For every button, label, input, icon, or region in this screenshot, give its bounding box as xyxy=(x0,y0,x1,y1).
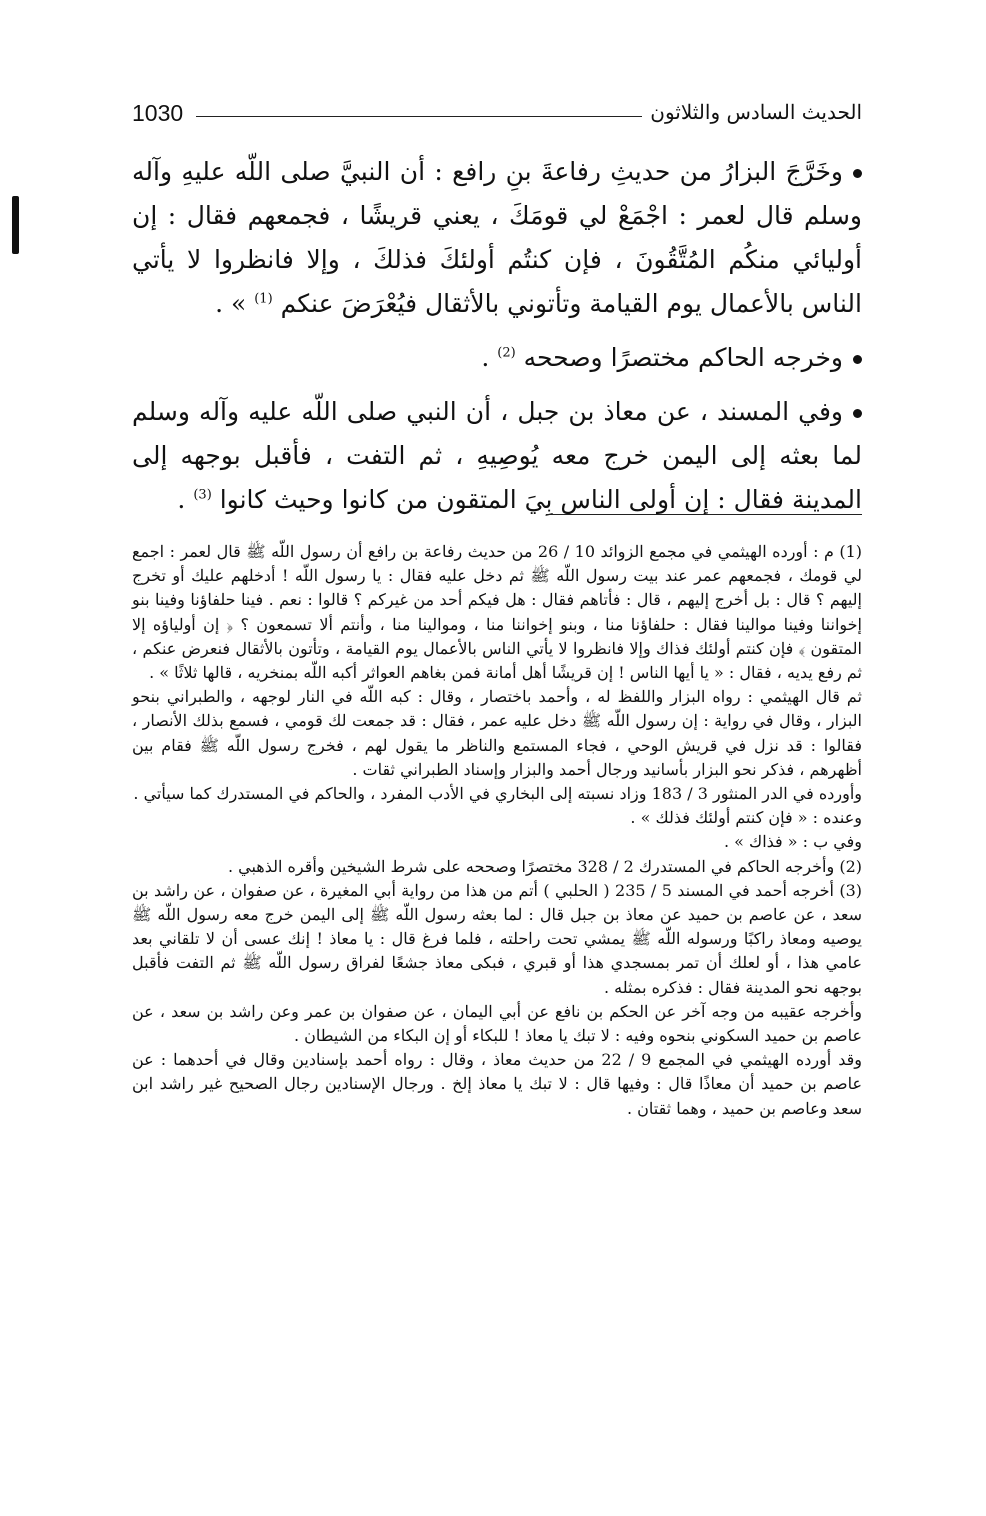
footnote-paragraph: وأورده في الدر المنثور 3 / 183 وزاد نسبته إلى البخاري في الأدب المفرد ، والحاكم في المستدرك كما سيأتي . xyxy=(133,784,862,804)
main-paragraph xyxy=(132,150,862,326)
page-number: 1030 xyxy=(132,100,184,126)
footnote-paragraph: (3) أخرجه أحمد في المسند 5 / 235 ( الحلبي ) أتم من هذا من رواية أبي المغيرة ، عن صفوان ، عن راشد بن سعد ، عن عاصم بن حميد عن معاذ بن جبل قال : لما بعثه رسول اللّه ﷺ إلى اليمن خرج معه رسول اللّه ﷺ يوصيه ومعاذ راكبًا ورسوله اللّه ﷺ يمشي تحت راحلته ، فلما فرغ قال : يا معاذ ! إنك عسى أن لا تلقاني بعد عامي هذا ، أو لعلك أن تمر بمسجدي هذا أو قبري ، فبكى معاذ جشعًا لفراق رسول اللّه ﷺ ثم التفت فأقبل بوجهه نحو المدينة فقال : فذكره بمثله . xyxy=(132,880,863,997)
header-rule xyxy=(196,116,642,117)
footnote-paragraph: وأخرجه عقيبه من وجه آخر عن الحكم بن نافع عن أبي اليمان ، عن صفوان بن عمر وعن راشد بن سعد ، عن عاصم بن حميد السكوني بنحوه وفيه : لا تبك يا معاذ ! للبكاء أو إن البكاء من الشيطان . xyxy=(132,1001,862,1046)
bullet-icon xyxy=(853,355,862,364)
main-paragraph xyxy=(132,336,862,380)
page-header xyxy=(132,96,862,136)
paragraph-text: وخرجه الحاكم مختصرًا وصححه xyxy=(523,343,843,372)
paragraph-text: وخَرَّجَ البزارُ من حديثِ رفاعةَ بنِ رافع : أن النبيَّ صلى اللّه عليهِ وآله وسلم قال لعمر : اجْمَعْ لي قومَكَ ، يعني قريشًا ، فجمعهم فقال : إن أوليائي منكُم المُتَّقُونَ ، فإن كنتُم أولئكَ فذلكَ ، وإلا فانظروا لا يأتي الناس بالأعمال يوم القيامة وتأتوني بالأثقال فيُعْرَضَ عنكم xyxy=(132,157,862,318)
footnote-ref: (1) xyxy=(254,291,273,307)
margin-mark xyxy=(12,196,19,254)
footnote-paragraph: (2) وأخرجه الحاكم في المستدرك 2 / 328 مختصرًا وصححه على شرط الشيخين وأقره الذهبي . xyxy=(227,856,862,876)
footnote-rule xyxy=(546,514,862,515)
paragraph-end: . xyxy=(481,343,498,372)
bullet-icon xyxy=(853,169,862,178)
running-title: الحديث السادس والثلاثون xyxy=(650,100,862,124)
footnote-paragraph: وفي ب : « فذاك » . xyxy=(723,832,862,852)
paragraph-text: وفي المسند ، عن معاذ بن جبل ، أن النبي صلى اللّه عليه وآله وسلم لما بعثه إلى اليمن خرج معه يُوصِيهِ ، ثم التفت ، فأقبل بوجهه إلى المدينة فقال : إن أولى الناس بِيَ المتقون من كانوا وحيث كانوا xyxy=(132,397,862,514)
bullet-icon xyxy=(853,409,862,418)
footnote-paragraph: وعنده : « فإن كنتم أولئك فذلك » . xyxy=(630,808,862,828)
footnote-ref: (2) xyxy=(497,345,516,361)
footnote-paragraph: وقد أورده الهيثمي في المجمع 9 / 22 من حديث معاذ ، وقال : رواه أحمد بإسنادين وقال في أحدهما : عن عاصم بن حميد أن معاذًا قال : وفيها قال : لا تبك يا معاذ إلخ . ورجال الإسنادين رجال الصحيح غير راشد ابن سعد وعاصم بن حميد ، وهما ثقتان . xyxy=(132,1050,863,1118)
main-text xyxy=(132,150,862,532)
footnotes xyxy=(132,540,862,1121)
main-paragraph xyxy=(132,390,862,522)
paragraph-end: . xyxy=(177,485,194,514)
footnote-ref: (3) xyxy=(193,487,212,503)
paragraph-end: » . xyxy=(215,289,255,318)
footnote-paragraph: (1) م : أورده الهيثمي في مجمع الزوائد 10 / 26 من حديث رفاعة بن رافع أن رسول اللّه ﷺ قال لعمر : اجمع لي قومك ، فجمعهم عمر عند بيت رسول اللّه ﷺ ثم دخل عليه فقال : يا رسول اللّه ! أدخلهم عليك أو تخرج إليهم ؟ قال : بل أخرج إليهم ، قال : فأتاهم فقال : هل فيكم أحد من غيركم ؟ قالوا : نعم . فينا حلفاؤنا وفينا بنو إخواننا وفينا موالينا فقال : حلفاؤنا منا ، وبنو إخواننا منا ، وموالينا منا ، وأنتم ألا تسمعون ؟ ﴿ إن أولياؤه إلا المتقون ﴾ فإن كنتم أولئك فذاك وإلا فانظروا لا يأتي الناس بالأعمال يوم القيامة ، وتأتون بالأثقال فنعرض عنكم ، ثم رفع يديه ، فقال : « يا أيها الناس ! إن قريشًا أهل أمانة فمن بغاهم العواثر أكبه اللّه بمنخريه ، قالها ثلاثًا » . xyxy=(132,542,863,683)
footnote-paragraph: ثم قال الهيثمي : رواه البزار واللفظ له ، وأحمد باختصار ، وقال : كبه اللّه في النار لوجهه ، والطبراني بنحو البزار ، وقال في رواية : إن رسول اللّه ﷺ دخل عليه عمر ، فقال : قد جمعت لك قومي ، فسمع بذلك الأنصار ، فقالوا : قد نزل في قريش الوحي ، فجاء المستمع والناظر ما يقول لهم ، فخرج رسول اللّه ﷺ فقام بين أظهرهم ، فذكر نحو البزار بأسانيد ورجال أحمد والبزار وإسناد الطبراني ثقات . xyxy=(132,687,862,779)
